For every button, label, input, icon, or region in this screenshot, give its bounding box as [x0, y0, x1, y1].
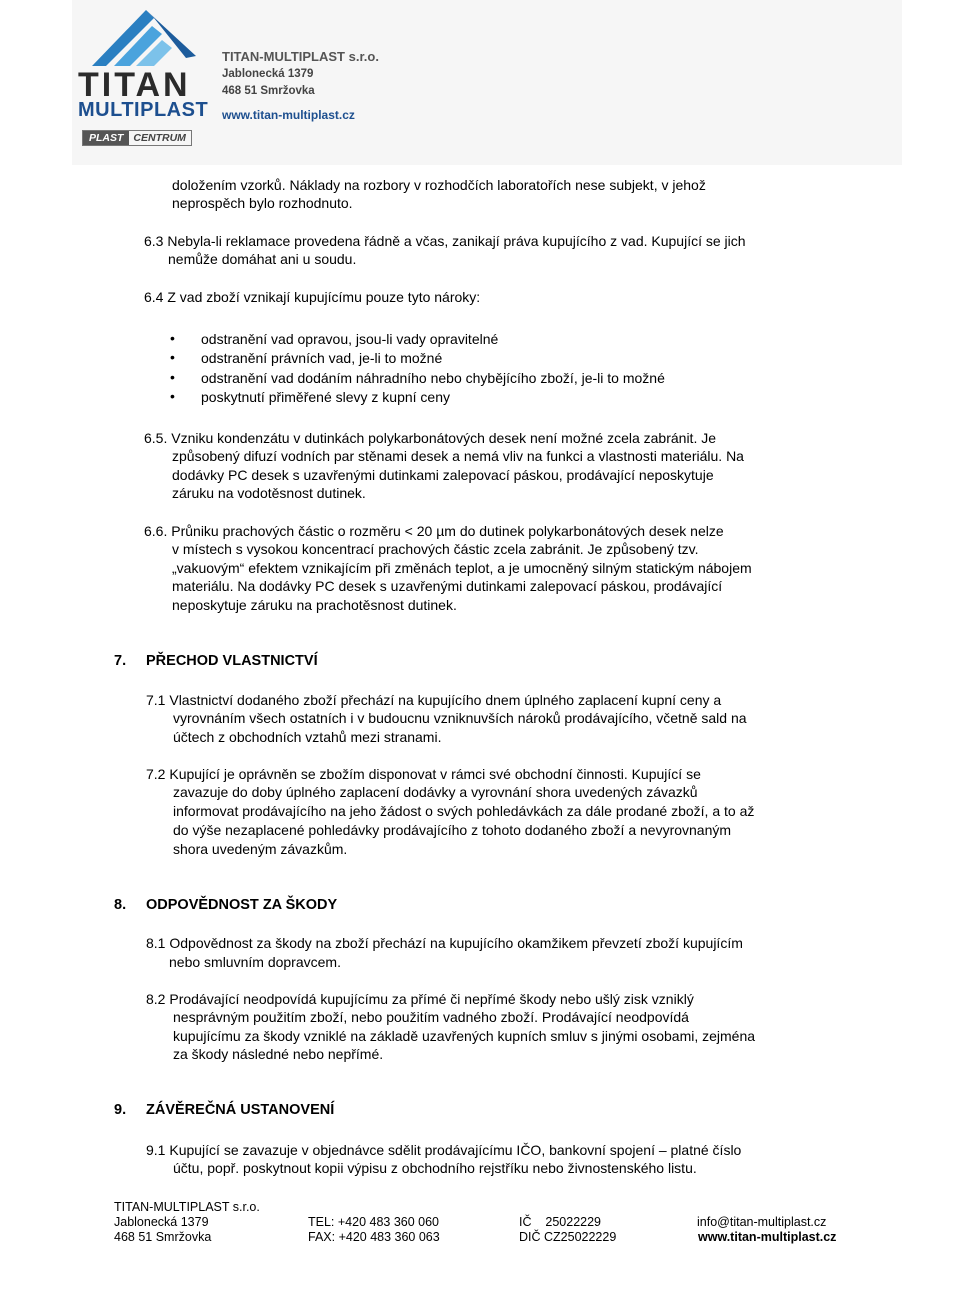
clause-6-3-cont: nemůže domáhat ani u soudu. — [168, 251, 357, 267]
clause-6-4: 6.4 Z vad zboží vznikají kupujícímu pouze tyto nároky: — [144, 289, 481, 305]
clause-8-2-cont: za škody následné nebo nepřímé. — [173, 1046, 384, 1062]
footer-fax: FAX: +420 483 360 063 — [308, 1230, 440, 1244]
list-item: poskytnutí přiměřené slevy z kupní ceny — [201, 389, 451, 405]
clause-6-6-cont: „vakuovým“ efektem vznikajícím při změnách teplot, a je umocněný silným statickým nábojem — [172, 560, 752, 576]
section-8-number: 8. — [114, 897, 127, 913]
clause-7-2: 7.2 Kupující je oprávněn se zbožím disponovat v rámci své obchodní činnosti. Kupující se — [146, 766, 701, 782]
footer-ic: IČ 25022229 — [519, 1215, 602, 1229]
footer-company-name: TITAN-MULTIPLAST s.r.o. — [114, 1200, 260, 1214]
header-city: 468 51 Smržovka — [222, 85, 315, 97]
list-item: odstranění vad opravou, jsou-li vady opravitelné — [201, 331, 499, 347]
section-9-heading: ZÁVĚREČNÁ USTANOVENÍ — [146, 1102, 335, 1118]
clause-7-2-cont: informovat prodávajícího na jeho žádost o svých pohledávkách za dále prodané zboží, a to až — [173, 803, 755, 819]
titan-logo-mark-icon — [84, 6, 204, 72]
clause-6-5-cont: záruku na vodotěsnost dutinek. — [172, 485, 366, 501]
clause-6-6-cont: materiálu. Na dodávky PC desek s uzavřenými dutinkami zalepovací páskou, prodávající — [172, 578, 723, 594]
clause-7-2-cont: do výše nezaplacené pohledávky prodávajícího z tohoto dodaného zboží a nevyrovnaným — [173, 822, 732, 838]
footer-city: 468 51 Smržovka — [114, 1230, 212, 1244]
clause-7-2-cont: shora uvedeným závazkům. — [173, 841, 348, 857]
section-8-heading: ODPOVĚDNOST ZA ŠKODY — [146, 897, 338, 913]
clause-8-1-cont: nebo smluvním dopravcem. — [169, 954, 341, 970]
clause-9-1: 9.1 Kupující se zavazuje v objednávce sdělit prodávajícímu IČO, bankovní spojení – platné číslo — [146, 1142, 742, 1158]
clause-6-6-cont: v místech s vysokou koncentrací prachových částic zcela zabránit. Je způsobený tzv. — [172, 541, 699, 557]
clause-8-1: 8.1 Odpovědnost za škody na zboží přechází na kupujícího okamžikem převzetí zboží kupujícím — [146, 935, 743, 951]
clause-6-5-cont: dodávky PC desek s uzavřenými dutinkami zalepovací páskou, prodávající neposkytuje — [172, 467, 714, 483]
header-street: Jablonecká 1379 — [222, 68, 314, 80]
footer-website: www.titan-multiplast.cz — [698, 1230, 837, 1244]
clause-6-6-cont: neposkytuje záruku na prachotěsnost dutinek. — [172, 597, 457, 613]
logo-centrum-label: CENTRUM — [133, 132, 186, 144]
clause-8-2-cont: nesprávným použitím zboží, nebo použitím vadného zboží. Prodávající neodpovídá — [173, 1009, 689, 1025]
footer-dic: DIČ CZ25022229 — [519, 1230, 617, 1244]
footer-email: info@titan-multiplast.cz — [697, 1215, 827, 1229]
list-item: odstranění právních vad, je-li to možné — [201, 350, 443, 366]
header-website: www.titan-multiplast.cz — [222, 108, 355, 122]
clause-8-2-cont: kupujícímu za škody vzniklé na základě uzavřených kupních smluv s jinými osobami, zejména — [173, 1028, 756, 1044]
logo-plast-label: PLAST — [83, 131, 129, 145]
clause-9-1-cont: účtu, popř. poskytnout kopii výpisu z obchodního rejstříku nebo živnostenského listu. — [173, 1160, 697, 1176]
clause-7-1: 7.1 Vlastnictví dodaného zboží přechází na kupujícího dnem úplného zaplacení kupní ceny a — [146, 692, 722, 708]
section-7-heading: PŘECHOD VLASTNICTVÍ — [146, 653, 318, 669]
section-7-number: 7. — [114, 653, 127, 669]
footer-phone: TEL: +420 483 360 060 — [308, 1215, 440, 1229]
clause-6-6: 6.6. Průniku prachových částic o rozměru < 20 µm do dutinek polykarbonátových desek nelze — [144, 523, 724, 539]
logo-plast-centrum — [82, 130, 192, 146]
clause-8-2: 8.2 Prodávající neodpovídá kupujícímu za přímé či nepřímé škody nebo ušlý zisk vzniklý — [146, 991, 694, 1007]
section-9-number: 9. — [114, 1102, 127, 1118]
logo-word-multiplast: MULTIPLAST — [78, 99, 209, 121]
bullet-dot-icon: • — [170, 369, 175, 385]
list-item: odstranění vad dodáním náhradního nebo chybějícího zboží, je-li to možné — [201, 370, 665, 386]
clause-6-5-cont: způsobený difuzí vodních par stěnami desek a nemá vliv na funkci a vlastnosti materiálu. Na — [172, 448, 744, 464]
clause-7-1-cont: účtech z obchodních vztahů mezi stranami. — [173, 729, 442, 745]
bullet-dot-icon: • — [170, 349, 175, 365]
body-line: doložením vzorků. Náklady na rozbory v rozhodčích laboratořích nese subjekt, v jehož — [172, 177, 706, 193]
footer-street: Jablonecká 1379 — [114, 1215, 209, 1229]
clause-6-3: 6.3 Nebyla-li reklamace provedena řádně a včas, zanikají práva kupujícího z vad. Kupující se jich — [144, 233, 746, 249]
body-line: neprospěch bylo rozhodnuto. — [172, 195, 353, 211]
clause-6-5: 6.5. Vzniku kondenzátu v dutinkách polykarbonátových desek není možné zcela zabránit. Je — [144, 430, 717, 446]
clause-7-1-cont: vyrovnáním všech ostatních i v budoucnu vzniknuvších nároků prodávajícího, včetně sald na — [173, 710, 747, 726]
bullet-dot-icon: • — [170, 388, 175, 404]
bullet-dot-icon: • — [170, 330, 175, 346]
logo-word-titan: TITAN — [78, 66, 191, 104]
clause-7-2-cont: zavazuje do doby úplného zaplacení dodávky a vyrovnání shora uvedených závazků — [173, 784, 698, 800]
header-company-name: TITAN-MULTIPLAST s.r.o. — [222, 49, 379, 64]
